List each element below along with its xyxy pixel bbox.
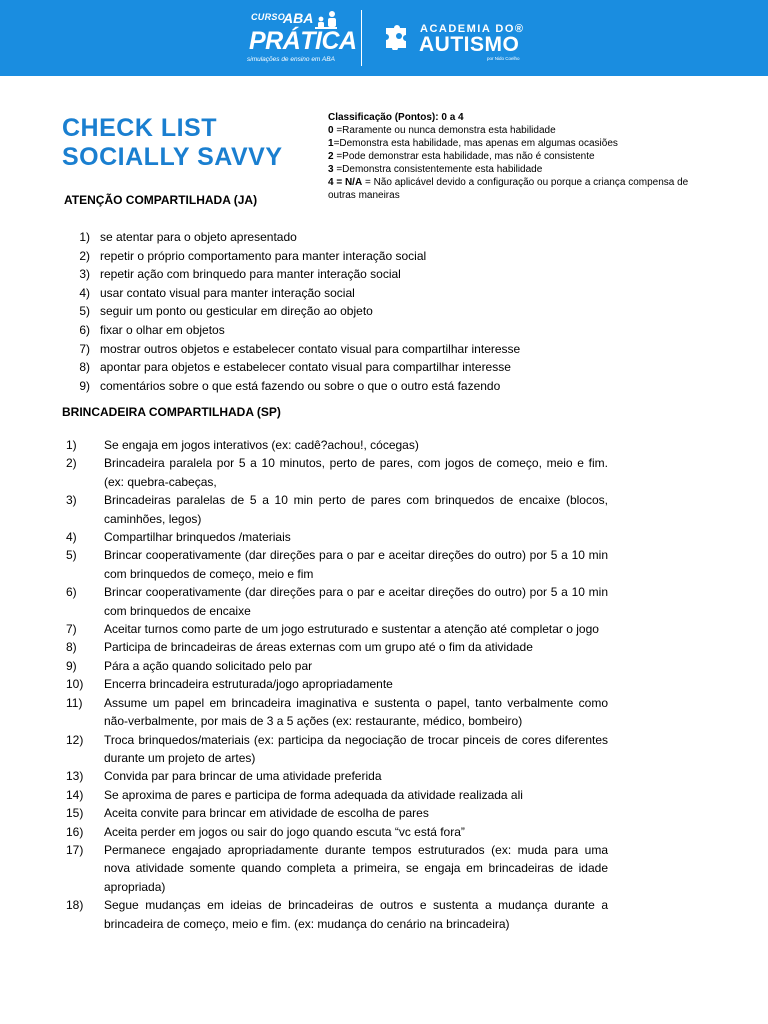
item-text: se atentar para o objeto apresentado — [100, 230, 297, 244]
item-text: Aceitar turnos como parte de um jogo estruturado e sustentar a atenção até completar o jogo — [104, 622, 599, 637]
item-text: repetir ação com brinquedo para manter interação social — [100, 267, 401, 282]
item-number: 5) — [79, 304, 90, 319]
legend-row — [328, 150, 718, 163]
legend-text: = Não aplicável devido a configuração ou porque a criança compensa de outras maneiras — [328, 177, 689, 201]
ja-checklist — [72, 228, 572, 395]
list-item — [66, 638, 608, 656]
item-text: comentários sobre o que está fazendo ou sobre o que o outro está fazendo — [100, 378, 501, 393]
list-item — [72, 377, 572, 396]
item-number: 11) — [66, 695, 83, 710]
list-item — [66, 786, 608, 804]
item-text: Brincadeira paralela por 5 a 10 minutos, perto de pares, com jogos de começo, meio e fim. (ex: quebra-cabeças, — [104, 456, 608, 489]
list-item — [66, 620, 608, 638]
item-text: Pára a ação quando solicitado pelo par — [104, 658, 313, 673]
item-number: 5) — [66, 548, 77, 563]
logo-autismo-text: AUTISMO — [419, 33, 520, 56]
title-line-2: SOCIALLY SAVVY — [62, 143, 283, 171]
legend-code: 1 — [328, 138, 334, 149]
list-item — [72, 340, 572, 359]
item-number: 12) — [66, 732, 84, 747]
puzzle-head-icon — [382, 22, 410, 50]
list-item — [72, 265, 572, 284]
logo-curso-text: CURSO — [251, 12, 286, 22]
sp-checklist — [66, 436, 608, 933]
legend-row — [328, 176, 718, 202]
scoring-legend — [328, 111, 718, 202]
list-item — [66, 731, 608, 768]
legend-code: 2 — [328, 151, 334, 162]
item-text: Se aproxima de pares e participa de forma adequada da atividade realizada ali — [104, 787, 523, 802]
item-text: fixar o olhar em objetos — [100, 322, 225, 337]
item-number: 9) — [66, 658, 77, 673]
list-item — [66, 896, 608, 933]
list-item — [66, 583, 608, 620]
section-heading-sp: BRINCADEIRA COMPARTILHADA (SP) — [62, 405, 281, 419]
page-title — [62, 114, 322, 172]
list-item — [66, 675, 608, 693]
list-item — [66, 546, 608, 583]
item-number: 4) — [79, 285, 90, 300]
item-number: 3) — [66, 493, 77, 508]
item-text: Aceita convite para brincar em atividade de escolha de pares — [104, 806, 429, 821]
header-divider — [361, 10, 362, 66]
item-text: Brincadeiras paralelas de 5 a 10 min perto de pares com brinquedos de encaixe (blocos, caminhões, legos) — [104, 493, 608, 526]
list-item — [66, 491, 608, 528]
logo-academia-text: ACADEMIA DO® — [420, 23, 525, 35]
title-line-1: CHECK LIST — [62, 114, 217, 142]
legend-heading: Classificação (Pontos): 0 a 4 — [328, 112, 464, 123]
item-number: 17) — [66, 842, 84, 857]
legend-text: =Pode demonstrar esta habilidade, mas não é consistente — [333, 151, 595, 162]
item-number: 14) — [66, 787, 84, 802]
item-text: Encerra brincadeira estruturada/jogo apropriadamente — [104, 677, 393, 692]
logo-por-text: por Nido Coelho — [487, 56, 520, 61]
item-number: 3) — [79, 267, 90, 282]
item-number: 16) — [66, 824, 84, 839]
item-number: 8) — [79, 360, 90, 375]
item-text: Brincar cooperativamente (dar direções para o par e aceitar direções do outro) por 5 a 10 min com brinquedos de encaixe — [104, 585, 608, 618]
list-item — [66, 841, 608, 896]
list-item — [66, 823, 608, 841]
list-item — [66, 436, 608, 454]
legend-text: =Demonstra esta habilidade, mas apenas em algumas ocasiões — [333, 138, 618, 149]
item-text: Brincar cooperativamente (dar direções para o par e aceitar direções do outro) por 5 a 10 min com brinquedos de começo, meio e fim — [104, 548, 608, 581]
list-item — [72, 302, 572, 321]
list-item — [66, 694, 608, 731]
item-text: Se engaja em jogos interativos (ex: cadê?achou!, cócegas) — [104, 438, 419, 452]
item-number: 7) — [79, 341, 90, 356]
logo-aba-text: ABA — [283, 10, 314, 26]
item-text: Compartilhar brinquedos /materiais — [104, 530, 291, 545]
item-text: Participa de brincadeiras de áreas externas com um grupo até o fim da atividade — [104, 640, 533, 655]
item-number: 1) — [79, 230, 90, 244]
list-item — [66, 454, 608, 491]
legend-code: 4 = N/A — [328, 177, 363, 188]
legend-code: 3 — [328, 164, 334, 175]
item-number: 15) — [66, 806, 84, 821]
legend-text: =Demonstra consistentemente esta habilidade — [333, 164, 543, 175]
item-text: seguir um ponto ou gesticular em direção ao objeto — [100, 304, 373, 319]
item-number: 8) — [66, 640, 77, 655]
list-item — [66, 657, 608, 675]
item-text: usar contato visual para manter interação social — [100, 285, 355, 300]
list-item — [72, 228, 572, 247]
item-text: Permanece engajado apropriadamente durante tempos estruturados (ex: muda para uma nova atividade somente quando completa a primeira, se engaja em brincadeiras de idade apropriada) — [104, 842, 608, 894]
item-text: Convida par para brincar de uma atividade preferida — [104, 769, 382, 784]
item-number: 18) — [66, 898, 84, 913]
item-text: mostrar outros objetos e estabelecer contato visual para compartilhar interesse — [100, 341, 521, 356]
legend-row — [328, 163, 718, 176]
list-item — [72, 358, 572, 377]
item-number: 7) — [66, 622, 77, 637]
item-text: Assume um papel em brincadeira imaginativa e sustenta o papel, tanto verbalmente como não-verbalmente, por mais de 3 a 5 ações (ex: restaurante, médico, bombeiro) — [104, 695, 608, 729]
header-bar — [0, 0, 768, 76]
academia-do-autismo-logo — [382, 14, 532, 66]
item-number: 2) — [66, 456, 77, 471]
list-item — [72, 284, 572, 303]
list-item — [66, 767, 608, 785]
legend-text: =Raramente ou nunca demonstra esta habilidade — [333, 125, 556, 136]
list-item — [66, 528, 608, 546]
list-item — [66, 804, 608, 822]
item-text: Segue mudanças em ideias de brincadeiras de outros e sustenta a mudança durante a brincadeira de começo, meio e fim. (ex: mudança do cenário na brincadeira) — [104, 898, 608, 931]
list-item — [72, 321, 572, 340]
item-text: apontar para objetos e estabelecer contato visual para compartilhar interesse — [100, 360, 511, 375]
item-number: 9) — [79, 378, 90, 393]
item-number: 10) — [66, 677, 84, 692]
item-text: Troca brinquedos/materiais (ex: participa da negociação de trocar pinceis de cores diferentes durante um projeto de artes) — [104, 732, 608, 765]
legend-row — [328, 137, 718, 150]
item-number: 1) — [66, 438, 77, 452]
item-number: 13) — [66, 769, 84, 784]
legend-code: 0 — [328, 125, 334, 136]
logo-tagline: simulações de ensino em ABA — [247, 56, 335, 63]
item-number: 6) — [79, 322, 90, 337]
section-heading-ja: ATENÇÃO COMPARTILHADA (JA) — [64, 193, 258, 207]
item-number: 6) — [66, 585, 77, 600]
item-number: 4) — [66, 530, 77, 545]
item-text: repetir o próprio comportamento para manter interação social — [100, 248, 427, 263]
curso-aba-pratica-logo — [245, 10, 357, 68]
list-item — [72, 247, 572, 266]
item-text: Aceita perder em jogos ou sair do jogo quando escuta “vc está fora” — [104, 824, 465, 839]
item-number: 2) — [79, 248, 90, 263]
legend-row — [328, 124, 718, 137]
logo-pratica-text: PRÁTICA — [249, 27, 357, 55]
